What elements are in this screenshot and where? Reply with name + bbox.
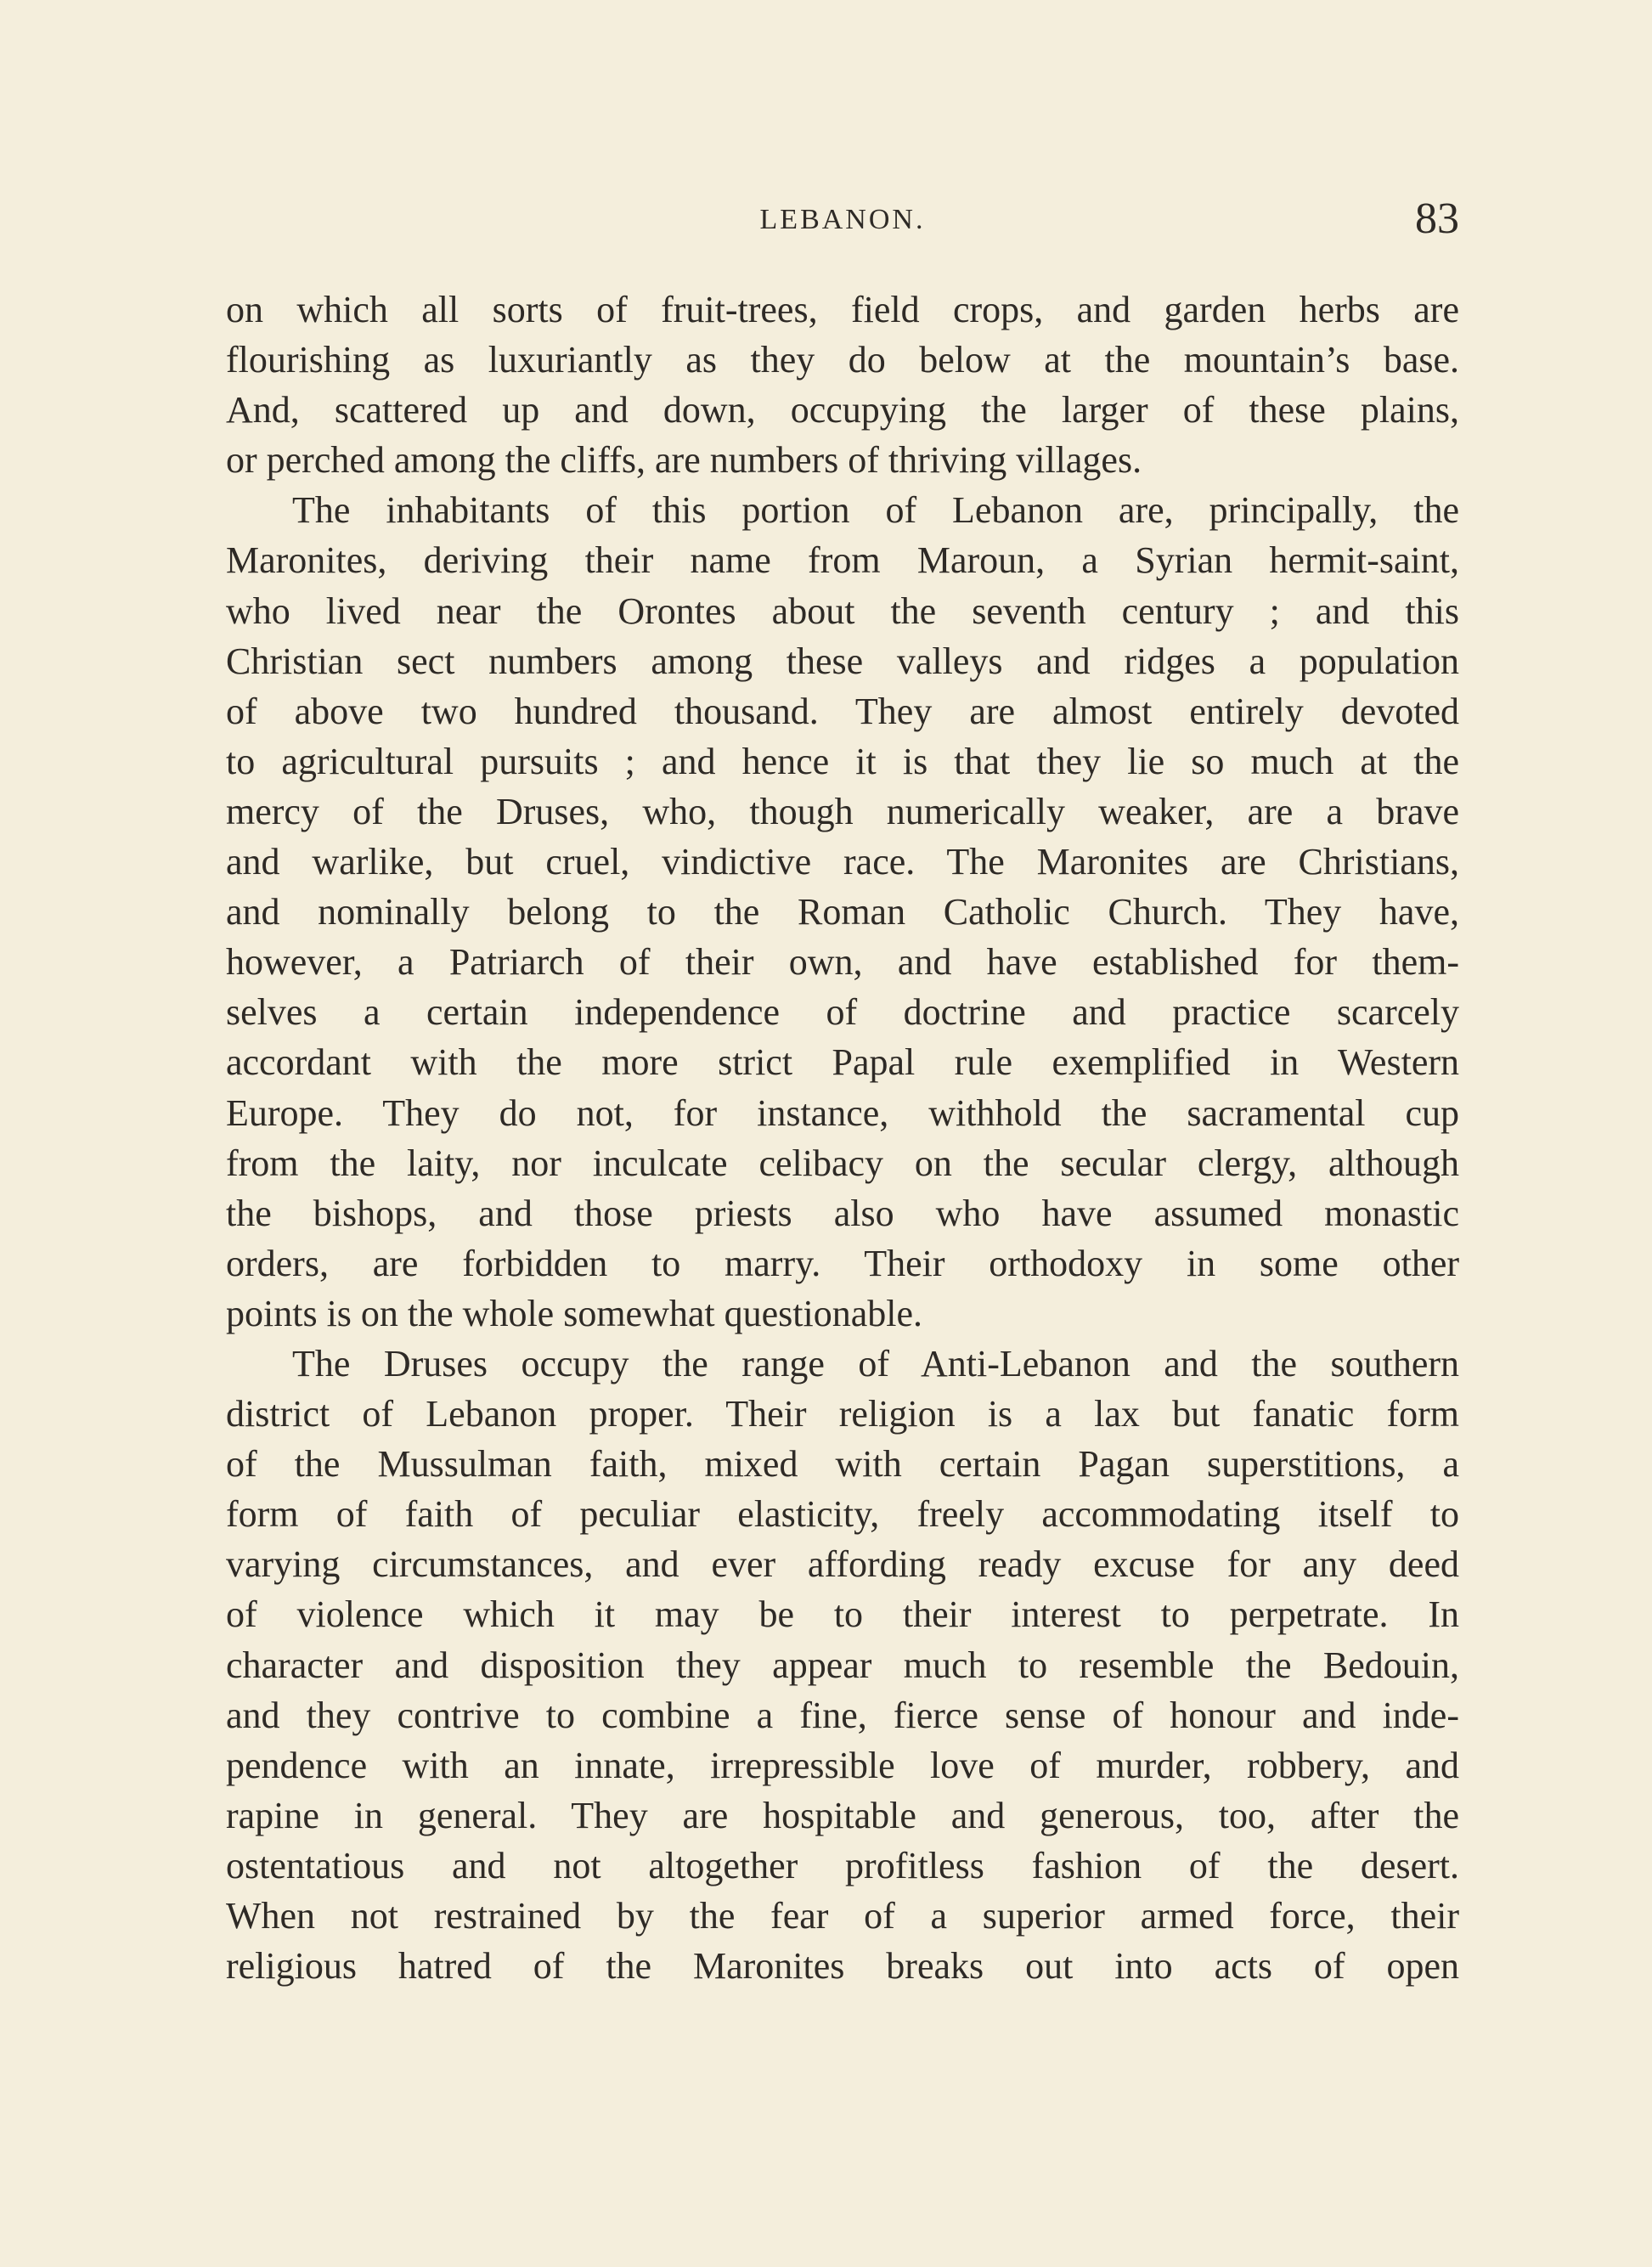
running-title: LEBANON.: [759, 204, 926, 235]
text-line: Europe. They do not, for instance, withhold the sacramental cup: [226, 1091, 1459, 1134]
text-line: orders, are forbidden to marry. Their orthodoxy in some other: [226, 1242, 1459, 1284]
text-line: of above two hundred thousand. They are almost entirely devoted: [226, 690, 1459, 732]
text-line: character and disposition they appear much to resemble the Bedouin,: [226, 1644, 1459, 1686]
text-line: selves a certain independence of doctrine and practice scarcely: [226, 991, 1459, 1034]
text-line: religious hatred of the Maronites breaks out into acts of open: [226, 1945, 1459, 1988]
text-line: district of Lebanon proper. Their religion is a lax but fanatic form: [226, 1393, 1459, 1435]
text-line: or perched among the cliffs, are numbers of thriving villages.: [226, 439, 1142, 482]
text-line: on which all sorts of fruit-trees, field crops, and garden herbs are: [226, 289, 1459, 330]
text-line: flourishing as luxuriantly as they do below at the mountain’s base.: [226, 339, 1459, 381]
text-line: rapine in general. They are hospitable and generous, too, after the: [226, 1794, 1459, 1836]
text-line: who lived near the Orontes about the seventh century ; and this: [226, 589, 1459, 632]
page-number: 83: [1415, 195, 1459, 243]
paragraph: [226, 285, 1459, 485]
text-line: the bishops, and those priests also who have assumed monastic: [226, 1192, 1459, 1234]
text-line: points is on the whole somewhat questionable.: [226, 1292, 922, 1334]
text-line: and they contrive to combine a fine, fierce sense of honour and inde-: [226, 1694, 1459, 1736]
text-line: The Druses occupy the range of Anti-Lebanon and the southern: [292, 1342, 1459, 1384]
text-line: form of faith of peculiar elasticity, freely accommodating itself to: [226, 1493, 1459, 1536]
text-line: to agricultural pursuits ; and hence it is that they lie so much at the: [226, 740, 1459, 782]
running-head: [226, 194, 1459, 245]
text-line: And, scattered up and down, occupying the larger of these plains,: [226, 389, 1459, 431]
text-line: of violence which it may be to their interest to perpetrate. In: [226, 1593, 1459, 1636]
text-line: and nominally belong to the Roman Catholic Church. They have,: [226, 891, 1459, 933]
text-line: pendence with an innate, irrepressible love of murder, robbery, and: [226, 1744, 1459, 1786]
text-line: of the Mussulman faith, mixed with certain Pagan superstitions, a: [226, 1443, 1459, 1486]
text-line: The inhabitants of this portion of Lebanon are, principally, the: [292, 489, 1459, 532]
paragraph: [226, 485, 1459, 1339]
text-line: varying circumstances, and ever affording ready excuse for any deed: [226, 1543, 1459, 1586]
text-line: however, a Patriarch of their own, and have established for them-: [226, 941, 1459, 984]
text-line: Maronites, deriving their name from Maroun, a Syrian hermit-saint,: [226, 539, 1459, 582]
paragraph: [226, 1339, 1459, 1991]
text-line: ostentatious and not altogether profitless fashion of the desert.: [226, 1844, 1459, 1886]
text-line: from the laity, nor inculcate celibacy on the secular clergy, although: [226, 1142, 1459, 1184]
text-line: mercy of the Druses, who, though numerically weaker, are a brave: [226, 790, 1459, 832]
text-line: When not restrained by the fear of a superior armed force, their: [226, 1895, 1459, 1937]
text-line: and warlike, but cruel, vindictive race. The Maronites are Christians,: [226, 841, 1459, 883]
text-line: accordant with the more strict Papal rule exemplified in Western: [226, 1041, 1459, 1084]
body-text: [226, 285, 1459, 1991]
text-line: Christian sect numbers among these valleys and ridges a population: [226, 640, 1459, 682]
